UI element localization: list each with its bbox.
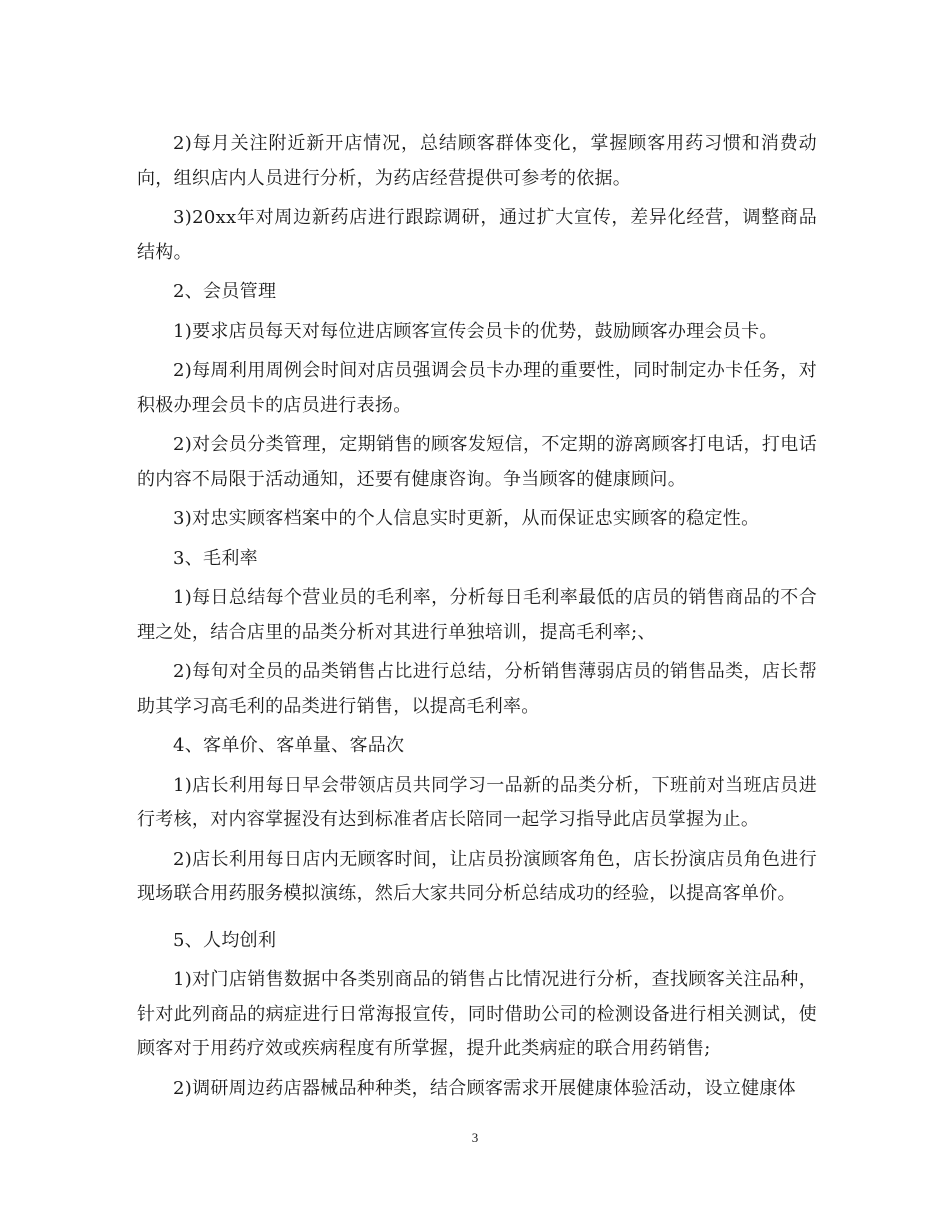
document-body	[137, 127, 817, 1111]
paragraph: 2)对会员分类管理，定期销售的顾客发短信，不定期的游离顾客打电话，打电话的内容不局限于活动通知，还要有健康咨询。争当顾客的健康顾问。	[137, 434, 817, 490]
paragraph: 1)每日总结每个营业员的毛利率，分析每日毛利率最低的店员的销售商品的不合理之处，结合店里的品类分析对其进行单独培训，提高毛利率;、	[137, 587, 817, 643]
page-number: 3	[471, 1130, 479, 1145]
paragraph: 2)店长利用每日店内无顾客时间，让店员扮演顾客角色，店长扮演店员角色进行现场联合用药服务模拟演练，然后大家共同分析总结成功的经验，以提高客单价。	[137, 848, 817, 904]
section-heading: 2、会员管理	[173, 281, 277, 302]
paragraph: 1)对门店销售数据中各类别商品的销售占比情况进行分析，查找顾客关注品种，针对此列商品的病症进行日常海报宣传，同时借助公司的检测设备进行相关测试，使顾客对于用药疗效或疾病程度有所掌握，提升此类病症的联合用药销售;	[137, 969, 817, 1059]
paragraph: 1)店长利用每日早会带领店员共同学习一品新的品类分析，下班前对当班店员进行考核，对内容掌握没有达到标准者店长陪同一起学习指导此店员掌握为止。	[137, 774, 817, 830]
section-heading: 4、客单价、客单量、客品次	[173, 735, 405, 756]
paragraph: 2)每旬对全员的品类销售占比进行总结，分析销售薄弱店员的销售品类，店长帮助其学习高毛利的品类进行销售，以提高毛利率。	[137, 661, 817, 717]
paragraph: 3)20xx年对周边新药店进行跟踪调研，通过扩大宣传，差异化经营，调整商品结构。	[137, 207, 817, 263]
section-heading: 3、毛利率	[173, 547, 258, 569]
paragraph: 1)要求店员每天对每位进店顾客宣传会员卡的优势，鼓励顾客办理会员卡。	[173, 320, 778, 342]
section-heading: 5、人均创利	[173, 929, 277, 951]
paragraph: 2)每周利用周例会时间对店员强调会员卡办理的重要性，同时制定办卡任务，对积极办理会员卡的店员进行表扬。	[137, 360, 817, 416]
paragraph: 2)调研周边药店器械品种种类，结合顾客需求开展健康体验活动，设立健康体	[173, 1077, 796, 1099]
paragraph: 2)每月关注附近新开店情况，总结顾客群体变化，掌握顾客用药习惯和消费动向，组织店内人员进行分析，为药店经营提供可参考的依据。	[137, 133, 817, 189]
paragraph: 3)对忠实顾客档案中的个人信息实时更新，从而保证忠实顾客的稳定性。	[173, 508, 760, 529]
